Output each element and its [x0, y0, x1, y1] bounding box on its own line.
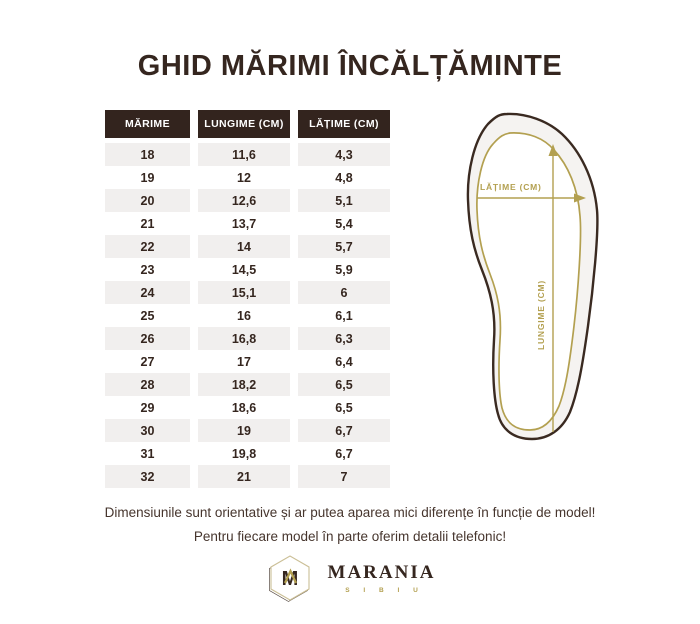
table-cell: 18,2: [198, 373, 290, 396]
table-row: [105, 350, 390, 373]
table-cell: 15,1: [198, 281, 290, 304]
table-row: [105, 465, 390, 488]
table-cell: 25: [105, 304, 190, 327]
table-row: [105, 304, 390, 327]
table-cell: 6,7: [298, 442, 390, 465]
table-cell: 14: [198, 235, 290, 258]
table-cell: 6,5: [298, 373, 390, 396]
table-cell: 6: [298, 281, 390, 304]
footer-note: [0, 501, 700, 548]
table-cell: 5,9: [298, 258, 390, 281]
table-cell: 6,1: [298, 304, 390, 327]
table-cell: 5,1: [298, 189, 390, 212]
table-cell: 16,8: [198, 327, 290, 350]
brand-name: MARANIA: [327, 562, 436, 583]
table-cell: 32: [105, 465, 190, 488]
table-row: [105, 258, 390, 281]
table-cell: 28: [105, 373, 190, 396]
table-cell: 11,6: [198, 143, 290, 166]
table-cell: 30: [105, 419, 190, 442]
brand-monogram: M: [281, 568, 298, 590]
table-cell: 29: [105, 396, 190, 419]
table-row: [105, 166, 390, 189]
table-row: [105, 143, 390, 166]
table-cell: 23: [105, 258, 190, 281]
footer-note-line2: Pentru fiecare model în parte oferim detalii telefonic!: [193, 528, 507, 544]
page-title: GHID MĂRIMI ÎNCĂLȚĂMINTE: [137, 50, 563, 82]
table-row: [105, 212, 390, 235]
foot-sole-diagram: [450, 100, 630, 495]
length-label: LUNGIME (CM): [536, 279, 546, 351]
table-cell: 20: [105, 189, 190, 212]
table-cell: 26: [105, 327, 190, 350]
table-row: [105, 419, 390, 442]
table-cell: 17: [198, 350, 290, 373]
table-header-size: MĂRIME: [105, 110, 190, 138]
table-row: [105, 189, 390, 212]
table-cell: 6,4: [298, 350, 390, 373]
table-cell: 5,4: [298, 212, 390, 235]
table-cell: 19,8: [198, 442, 290, 465]
table-cell: 16: [198, 304, 290, 327]
brand-hexagon-icon: [265, 553, 315, 603]
brand-logo: [0, 553, 700, 603]
table-row: [105, 327, 390, 350]
table-cell: 6,5: [298, 396, 390, 419]
size-table: [105, 110, 390, 488]
table-cell: 27: [105, 350, 190, 373]
table-cell: 13,7: [198, 212, 290, 235]
table-row: [105, 281, 390, 304]
table-cell: 18,6: [198, 396, 290, 419]
table-cell: 31: [105, 442, 190, 465]
table-body: [105, 143, 390, 488]
sole-inner-outline: [477, 133, 581, 430]
table-cell: 22: [105, 235, 190, 258]
table-header-row: [105, 110, 390, 138]
table-cell: 6,3: [298, 327, 390, 350]
table-cell: 5,7: [298, 235, 390, 258]
table-cell: 21: [105, 212, 190, 235]
table-cell: 12: [198, 166, 290, 189]
table-row: [105, 235, 390, 258]
table-header-length: LUNGIME (CM): [198, 110, 290, 138]
table-row: [105, 373, 390, 396]
table-header-width: LĂȚIME (CM): [298, 110, 390, 138]
table-cell: 14,5: [198, 258, 290, 281]
table-cell: 24: [105, 281, 190, 304]
table-cell: 19: [105, 166, 190, 189]
table-cell: 19: [198, 419, 290, 442]
footer-note-line1: Dimensiunile sunt orientative și ar putea aparea mici diferențe în funcție de model!: [104, 505, 596, 520]
brand-wordmark: [328, 562, 436, 594]
table-cell: 7: [298, 465, 390, 488]
brand-city: S I B I U: [345, 587, 424, 594]
table-cell: 4,3: [298, 143, 390, 166]
width-label: LĂȚIME (CM): [480, 182, 542, 192]
table-cell: 4,8: [298, 166, 390, 189]
table-cell: 21: [198, 465, 290, 488]
table-cell: 18: [105, 143, 190, 166]
table-cell: 12,6: [198, 189, 290, 212]
table-row: [105, 442, 390, 465]
table-cell: 6,7: [298, 419, 390, 442]
table-row: [105, 396, 390, 419]
